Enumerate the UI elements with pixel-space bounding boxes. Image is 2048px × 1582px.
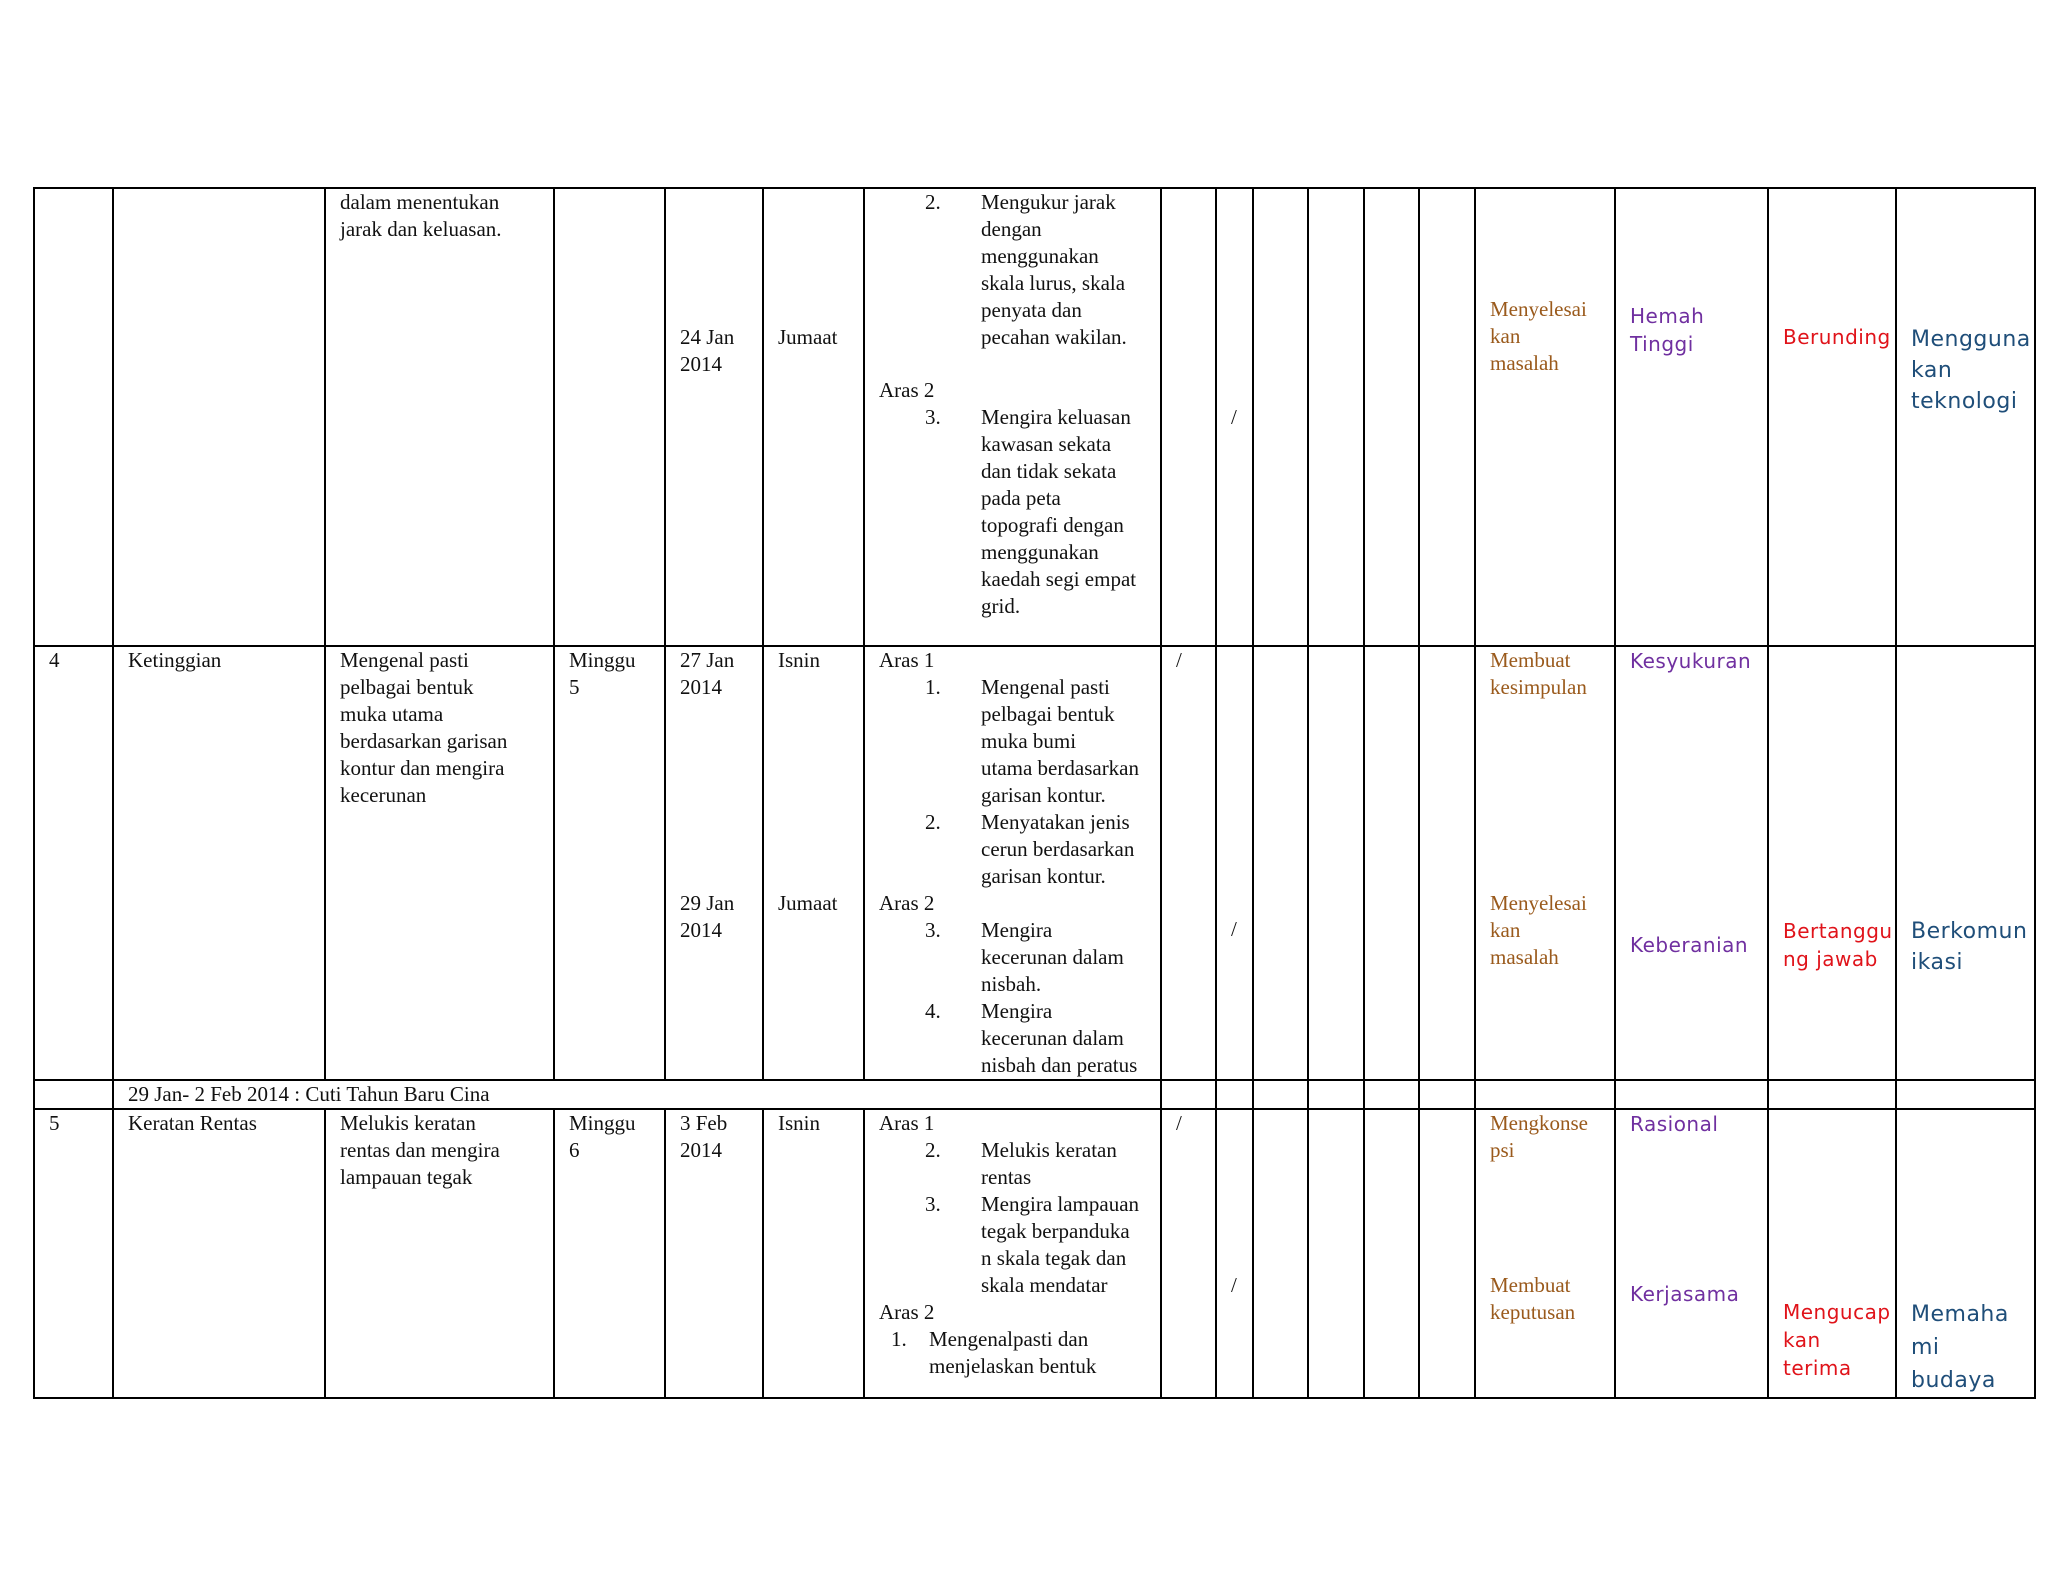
cell-ekonomi: Mengkonse psi Membuat keputusan — [1475, 1109, 1615, 1398]
level-label: Aras 2 — [879, 891, 935, 915]
cell-standard: Melukis keratan rentas dan mengira lampauan tegak — [325, 1109, 554, 1398]
check-mark: / — [1231, 405, 1237, 429]
cell-nilai: Rasional Kerjasama — [1615, 1109, 1768, 1398]
cell-elemen: Memaha mi budaya — [1896, 1109, 2035, 1398]
cell-topic: Ketinggian — [113, 646, 325, 1080]
cell-day: Jumaat — [763, 188, 864, 646]
cell-check-f — [1419, 1080, 1475, 1109]
cell-standard: dalam menentukan jarak dan keluasan. — [325, 188, 554, 646]
cell-ekonomi — [1475, 1080, 1615, 1109]
cell-check-f — [1419, 646, 1475, 1080]
cell-objectives — [864, 1109, 1161, 1398]
cell-check-f — [1419, 1109, 1475, 1398]
cell-no — [34, 188, 113, 646]
cell-topic: Keratan Rentas — [113, 1109, 325, 1398]
level-label: Aras 2 — [879, 378, 935, 402]
level-label: Aras 1 — [879, 1111, 935, 1135]
cell-check-a — [1161, 188, 1216, 646]
cell-elemen: Mengguna kan teknologi — [1896, 188, 2035, 646]
cell-check-b — [1216, 646, 1253, 1080]
cell-week: Minggu 6 — [554, 1109, 665, 1398]
objective-list — [879, 917, 1150, 1079]
cell-check-b — [1216, 1080, 1253, 1109]
lesson-plan-table — [33, 187, 2036, 1399]
cell-check-b — [1216, 188, 1253, 646]
cell-week: Minggu 5 — [554, 646, 665, 1080]
cell-day: Isnin Jumaat — [763, 646, 864, 1080]
table-row — [34, 1109, 2035, 1398]
check-mark: / — [1176, 1111, 1182, 1135]
cell-topic — [113, 188, 325, 646]
cell-objectives — [864, 188, 1161, 646]
cell-check-e — [1364, 188, 1419, 646]
cell-check-c — [1253, 646, 1308, 1080]
cell-check-e — [1364, 646, 1419, 1080]
table-row — [34, 188, 2035, 646]
objective-list — [879, 674, 1150, 890]
objective-item: 3. Mengira keluasan kawasan sekata dan tidak sekata pada peta topografi dengan menggunakan kaedah segi empat grid. — [925, 405, 1137, 618]
cell-kemahiran: Mengucap kan terima — [1768, 1109, 1896, 1398]
objective-item: 2. Menyatakan jenis cerun berdasarkan garisan kontur. — [925, 810, 1135, 888]
cell-check-b — [1216, 1109, 1253, 1398]
check-mark: / — [1231, 917, 1237, 941]
objective-item: 2. Melukis keratan rentas — [925, 1138, 1117, 1189]
cell-no — [34, 1080, 113, 1109]
holiday-note: 29 Jan- 2 Feb 2014 : Cuti Tahun Baru Cina — [113, 1080, 1161, 1109]
objective-list — [879, 1137, 1150, 1299]
cell-elemen — [1896, 1080, 2035, 1109]
cell-kemahiran: Bertanggu ng jawab — [1768, 646, 1896, 1080]
cell-date: 24 Jan 2014 — [665, 188, 763, 646]
cell-check-f — [1419, 188, 1475, 646]
cell-check-e — [1364, 1080, 1419, 1109]
cell-check-c — [1253, 1080, 1308, 1109]
cell-elemen: Berkomun ikasi — [1896, 646, 2035, 1080]
cell-check-c — [1253, 188, 1308, 646]
cell-objectives — [864, 646, 1161, 1080]
check-mark: / — [1176, 648, 1182, 672]
table-row — [34, 646, 2035, 1080]
cell-nilai: Kesyukuran Keberanian — [1615, 646, 1768, 1080]
cell-check-e — [1364, 1109, 1419, 1398]
level-label: Aras 2 — [879, 1300, 935, 1324]
objective-list — [879, 189, 1150, 351]
cell-week — [554, 188, 665, 646]
cell-check-c — [1253, 1109, 1308, 1398]
table-row — [34, 1080, 2035, 1109]
objective-item: 4. Mengira kecerunan dalam nisbah dan peratus — [925, 999, 1138, 1077]
cell-date: 3 Feb 2014 — [665, 1109, 763, 1398]
objective-list — [879, 1326, 1150, 1380]
objective-item: 2. Mengukur jarak dengan menggunakan skala lurus, skala penyata dan pecahan wakilan. — [925, 190, 1127, 349]
check-mark: / — [1231, 1273, 1237, 1297]
objective-item: 3. Mengira lampauan tegak berpanduka n skala tegak dan skala mendatar — [925, 1192, 1140, 1297]
cell-kemahiran: Berunding — [1768, 188, 1896, 646]
cell-nilai: Hemah Tinggi — [1615, 188, 1768, 646]
cell-ekonomi: Menyelesai kan masalah — [1475, 188, 1615, 646]
cell-check-a — [1161, 1080, 1216, 1109]
cell-ekonomi: Membuat kesimpulan Menyelesai kan masalah — [1475, 646, 1615, 1080]
cell-no: 5 — [34, 1109, 113, 1398]
objective-item: 3. Mengira kecerunan dalam nisbah. — [925, 918, 1124, 996]
cell-no: 4 — [34, 646, 113, 1080]
cell-check-d — [1308, 646, 1364, 1080]
cell-date: 27 Jan 2014 29 Jan 2014 — [665, 646, 763, 1080]
cell-kemahiran — [1768, 1080, 1896, 1109]
cell-nilai — [1615, 1080, 1768, 1109]
level-label: Aras 1 — [879, 648, 935, 672]
cell-check-a — [1161, 646, 1216, 1080]
cell-standard: Mengenal pasti pelbagai bentuk muka utama berdasarkan garisan kontur dan mengira kecerunan — [325, 646, 554, 1080]
cell-check-d — [1308, 1109, 1364, 1398]
cell-day: Isnin — [763, 1109, 864, 1398]
objective-item: 1. Mengenal pasti pelbagai bentuk muka bumi utama berdasarkan garisan kontur. — [925, 675, 1140, 807]
objective-list — [879, 404, 1150, 620]
objective-item: 1. Mengenalpasti dan menjelaskan bentuk — [891, 1327, 1097, 1378]
cell-check-d — [1308, 188, 1364, 646]
cell-check-d — [1308, 1080, 1364, 1109]
cell-check-a — [1161, 1109, 1216, 1398]
